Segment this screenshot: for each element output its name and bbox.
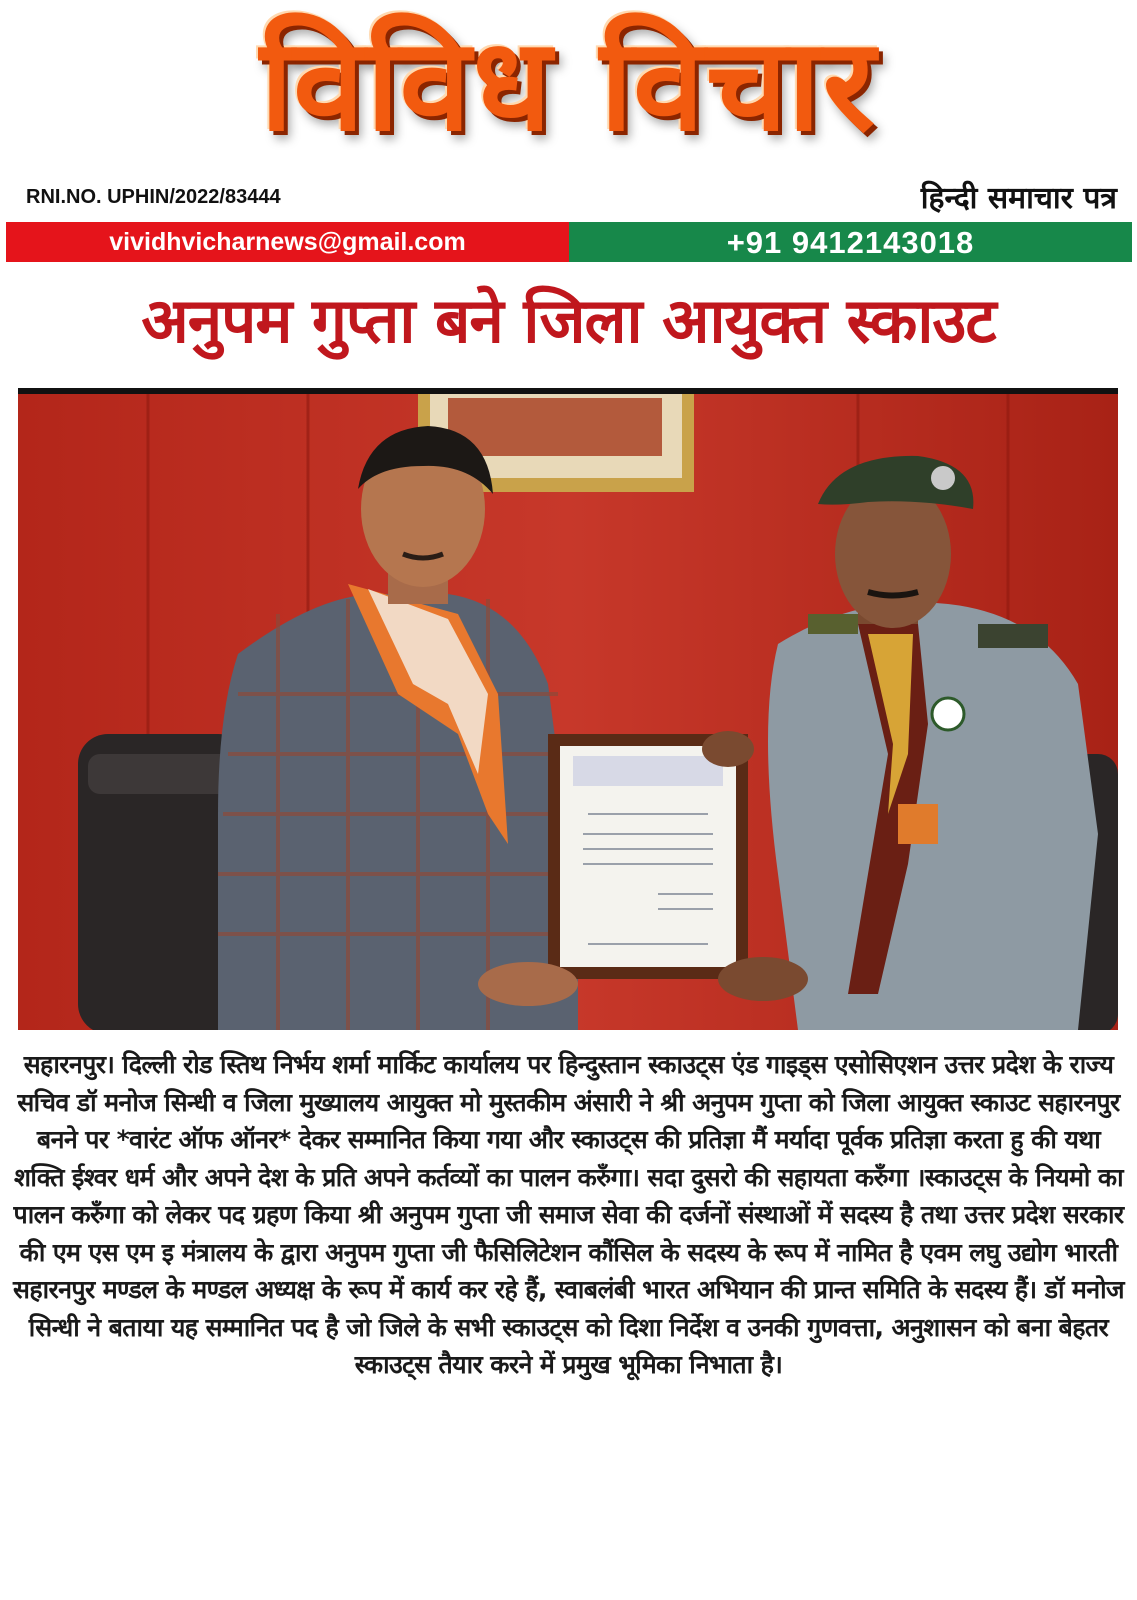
news-photo [18,388,1118,1036]
paper-type-label: हिन्दी समाचार पत्र [920,181,1117,216]
email-address: vividhvicharnews@gmail.com [6,222,569,262]
phone-number: +91 9412143018 [569,222,1132,262]
masthead [0,0,1137,180]
rni-number: RNI.NO. UPHIN/2022/83444 [26,186,281,208]
newspaper-logo-title: विविध विचार [259,11,878,160]
headline: अनुपम गुप्ता बने जिला आयुक्त स्काउट [141,284,996,357]
article-body: सहारनपुर। दिल्ली रोड स्तिथ निर्भय शर्मा मार्किट कार्यालय पर हिन्दुस्तान स्काउट्स एंड गाइड्स एसोसिएशन उत्तर प्रदेश के राज्य सचिव डॉ मनोज सिन्धी व जिला मुख्यालय आयुक्त मो मुस्तकीम अंसारी ने श्री अनुपम गुप्ता को जिला आयुक्त स्काउट सहारनपुर बनने पर *वारंट ऑफ ऑनर* देकर सम्मानित किया गया और स्काउट्स की प्रतिज्ञा मैं मर्यादा पूर्वक प्रतिज्ञा करता हु की यथा शक्ति ईश्वर धर्म और अपने देश के प्रति अपने कर्तव्यों का पालन करुँगा। सदा दुसरो की सहायता करुँगा ।स्काउट्स के नियमो का पालन करुँगा को लेकर पद ग्रहण किया श्री अनुपम गुप्ता जी समाज सेवा की दर्जनों संस्थाओं में सदस्य है तथा उत्तर प्रदेश सरकार की एम एस एम इ मंत्रालय के द्वारा अनुपम गुप्ता जी फैसिलिटेशन कौंसिल के सदस्य के रूप में नामित है एवम लघु उद्योग भारती सहारनपुर मण्डल के मण्डल अध्यक्ष के रूप में कार्य कर रहे हैं, स्वाबलंबी भारत अभियान की प्रान्त समिति के सदस्य हैं। डॉ मनोज सिन्धी ने बताया यह सम्मानित पद है जो जिले के सभी स्काउट्स को दिशा निर्देश व उनकी गुणवत्ता, अनुशासन को बना बेहतर स्काउट्स तैयार करने में प्रमुख भूमिका निभाता है। [13,1050,1124,1379]
photo-two-men-holding-certificate-icon [18,394,1118,1030]
contact-bar [6,222,1132,262]
